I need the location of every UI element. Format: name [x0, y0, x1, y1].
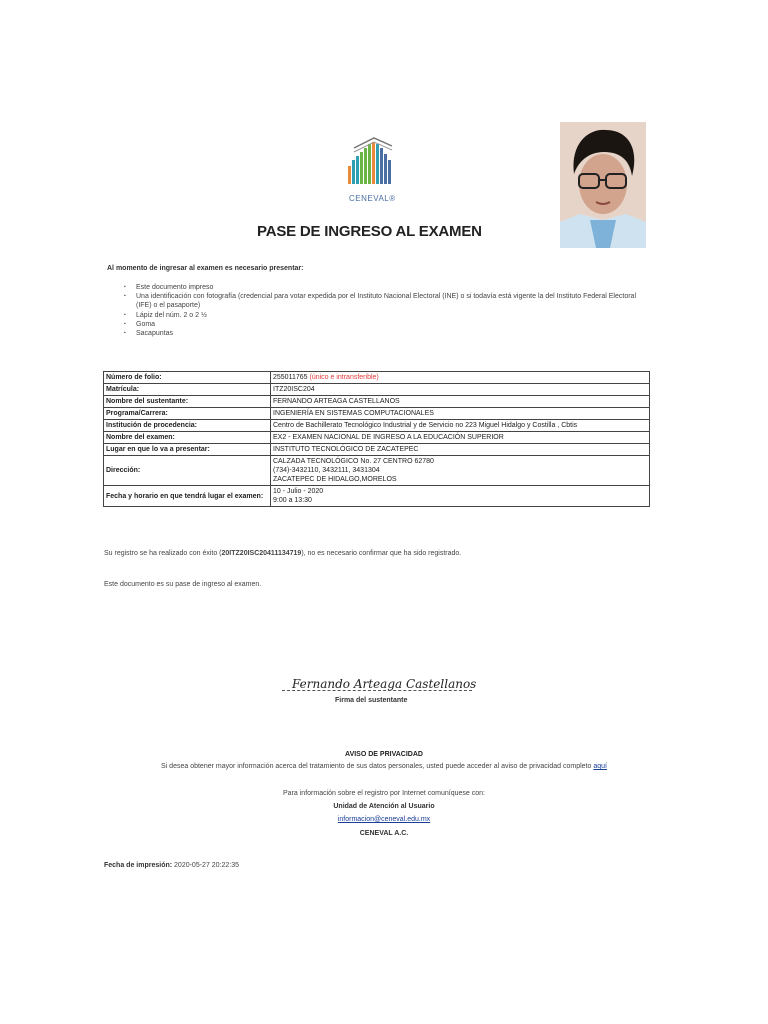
sustentante-photo — [560, 122, 646, 248]
table-row — [104, 486, 650, 507]
institucion-value: Centro de Bachillerato Tecnológico Industrial y de Servicio no 223 Miguel Hidalgo y Costilla , Cbtis — [271, 420, 650, 432]
requirements-intro: Al momento de ingresar al examen es necesario presentar: — [107, 265, 304, 272]
table-row — [104, 408, 650, 420]
table-row — [104, 444, 650, 456]
pase-message: Este documento es su pase de ingreso al examen. — [104, 581, 262, 588]
sustentante-label: Nombre del sustentante: — [104, 396, 271, 408]
table-row — [104, 456, 650, 486]
contact-org: CENEVAL A.C. — [359, 830, 409, 837]
page-title: PASE DE INGRESO AL EXAMEN — [257, 223, 482, 240]
privacy-title: AVISO DE PRIVACIDAD — [345, 751, 423, 758]
handwritten-signature — [290, 672, 490, 696]
list-item: ▪ Una identificación con fotografía (credencial para votar expedida por el Instituto Nacional Electoral (INE) o si todavía está vigente la del Instituto Federal Electoral (IFE) o el pasaporte) — [122, 292, 652, 310]
signature-text: Fernando Arteaga Castellanos — [292, 677, 477, 691]
direccion-line1: CALZADA TECNOLÓGICO No. 27 CENTRO 62780 — [273, 458, 434, 465]
registro-code: 20ITZ20ISC20411134719 — [221, 550, 302, 557]
privacy-link[interactable]: aquí — [593, 763, 607, 770]
fecha-line2: 9:00 a 13:30 — [273, 497, 312, 504]
list-item: ▪ Sacapuntas — [122, 329, 652, 338]
privacy-text: Si desea obtener mayor información acerca del tratamiento de sus datos personales, usted puede acceder al aviso de privacidad completo — [161, 763, 592, 770]
registro-message — [104, 550, 461, 557]
logo-text: CENEVAL® — [349, 194, 396, 203]
programa-label: Programa/Carrera: — [104, 408, 271, 420]
table-row — [104, 384, 650, 396]
signature-line — [282, 690, 472, 691]
lugar-value: INSTITUTO TECNOLÓGICO DE ZACATEPEC — [271, 444, 650, 456]
direccion-line2: (734)-3432110, 3432111, 3431304 — [273, 467, 380, 474]
fecha-line1: 10 - Julio - 2020 — [273, 488, 324, 495]
folio-label: Número de folio: — [104, 372, 271, 384]
list-item: ▪ Este documento impreso — [122, 283, 652, 292]
sustentante-value: FERNANDO ARTEAGA CASTELLANOS — [271, 396, 650, 408]
table-row — [104, 432, 650, 444]
programa-value: INGENIERÍA EN SISTEMAS COMPUTACIONALES — [271, 408, 650, 420]
list-item: ▪ Lápiz del núm. 2 o 2 ½ — [122, 311, 652, 320]
direccion-cell — [271, 456, 650, 486]
lugar-label: Lugar en que lo va a presentar: — [104, 444, 271, 456]
registro-msg-pre: Su registro se ha realizado con éxito ( — [104, 550, 222, 557]
contact-line2: Unidad de Atención al Usuario — [333, 803, 435, 810]
print-date — [104, 862, 239, 869]
direccion-line3: ZACATEPEC DE HIDALGO,MORELOS — [273, 476, 397, 483]
examen-value: EX2 - EXAMEN NACIONAL DE INGRESO A LA EDUCACIÓN SUPERIOR — [271, 432, 650, 444]
table-row — [104, 396, 650, 408]
contact-email-row — [0, 816, 768, 823]
direccion-label: Dirección: — [104, 456, 271, 486]
print-date-label: Fecha de impresión: — [104, 862, 173, 869]
table-row — [104, 372, 650, 384]
contact-line1: Para información sobre el registro por Internet comuníquese con: — [283, 790, 485, 797]
list-item: ▪ Goma — [122, 320, 652, 329]
matricula-label: Matrícula: — [104, 384, 271, 396]
requirements-list — [122, 283, 652, 338]
signature-label: Firma del sustentante — [335, 697, 408, 704]
institucion-label: Institución de procedencia: — [104, 420, 271, 432]
matricula-value: ITZ20ISC204 — [271, 384, 650, 396]
table-row — [104, 420, 650, 432]
folio-note: (único e intransferible) — [309, 374, 379, 381]
folio-value: 255011765 — [273, 374, 308, 381]
contact-email-link[interactable]: informacion@ceneval.edu.mx — [337, 816, 431, 823]
folio-cell — [271, 372, 650, 384]
examen-label: Nombre del examen: — [104, 432, 271, 444]
fecha-cell — [271, 486, 650, 507]
exam-details-table — [103, 371, 650, 507]
registro-msg-post: ), no es necesario confirmar que ha sido registrado. — [301, 550, 462, 557]
fecha-label: Fecha y horario en que tendrá lugar el examen: — [104, 486, 271, 507]
privacy-body — [0, 763, 768, 770]
print-date-value: 2020-05-27 20:22:35 — [174, 862, 240, 869]
